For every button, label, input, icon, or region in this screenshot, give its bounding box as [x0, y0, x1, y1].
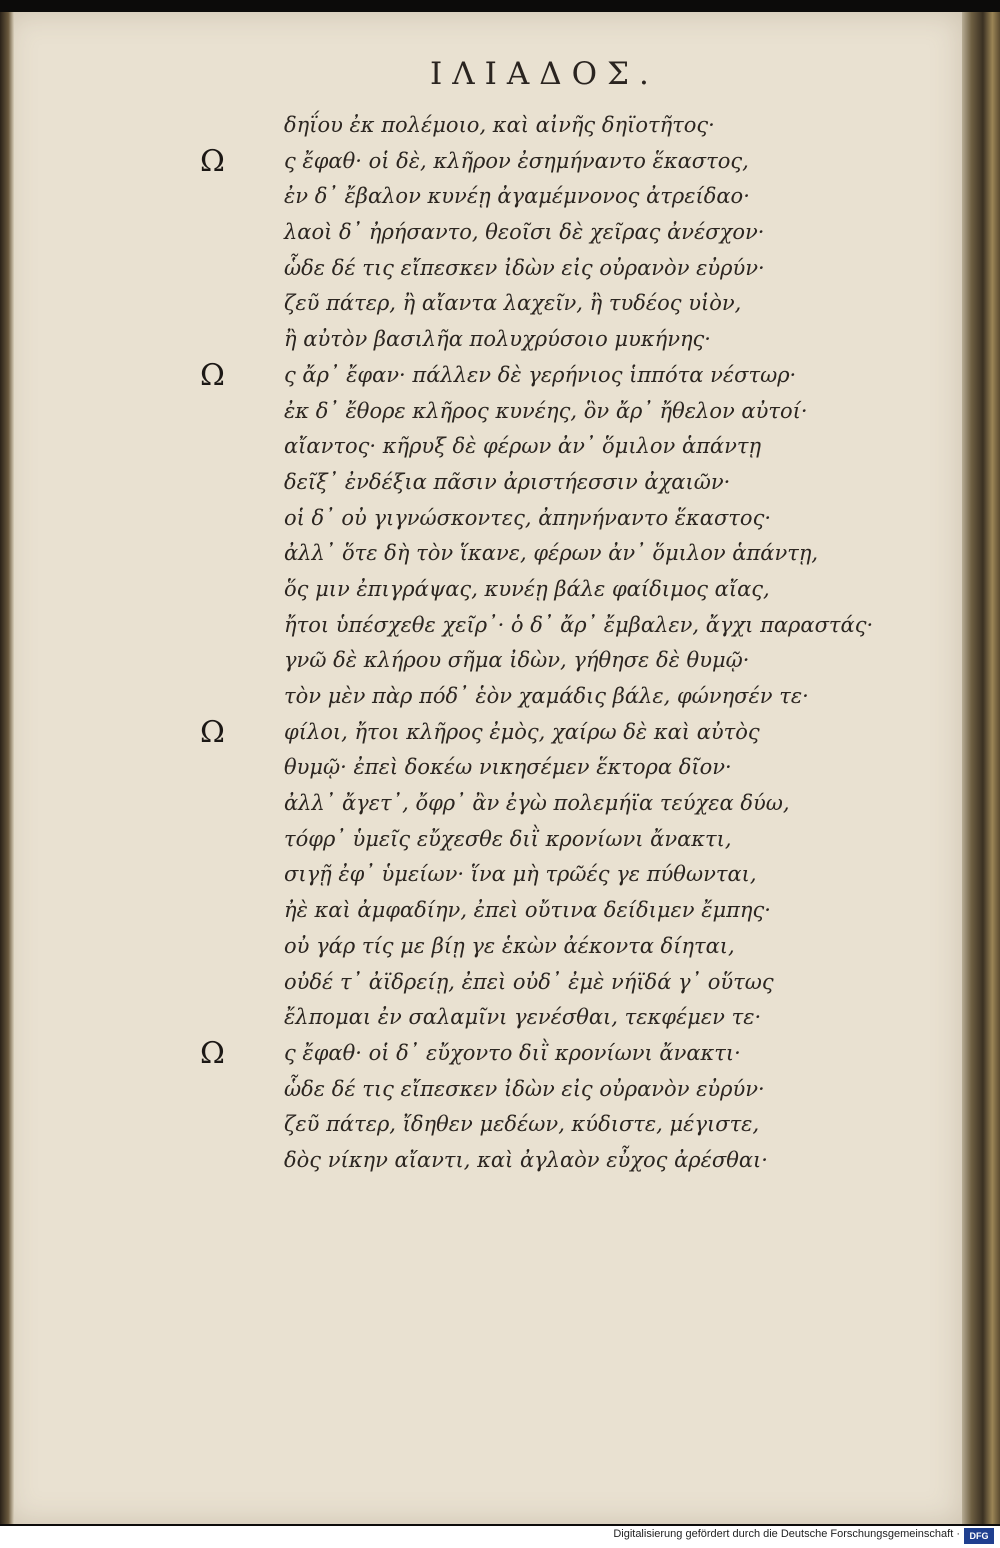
- verse-line: [240, 1143, 880, 1179]
- verse-line: [240, 857, 880, 893]
- verse-line-text: οἱ δ᾽ οὐ γιγνώσκοντες, ἀπηνήναντο ἕκαστος·: [284, 505, 772, 530]
- verse-line: [240, 108, 880, 144]
- verse-line: [240, 394, 880, 430]
- verse-line: [200, 144, 880, 180]
- verse-line: [240, 1000, 880, 1036]
- verse-line: [240, 179, 880, 215]
- verse-line: [240, 286, 880, 322]
- verse-line-text: σιγῇ ἐφ᾽ ὑμείων· ἵνα μὴ τρῶές γε πύθωνται,: [284, 862, 757, 887]
- verse-line: [240, 929, 880, 965]
- verse-line-text: αἴαντος· κῆρυξ δὲ φέρων ἀν᾽ ὅμιλον ἁπάντῃ: [284, 434, 762, 459]
- verse-line: [200, 358, 880, 394]
- verse-line-text: ἠὲ καὶ ἀμφαδίην, ἐπεὶ οὔτινα δείδιμεν ἔμπης·: [284, 898, 771, 923]
- verse-line: [240, 965, 880, 1001]
- verse-line-text: γνῶ δὲ κλήρου σῆμα ἰδὼν, γήθησε δὲ θυμῷ·: [284, 648, 750, 673]
- running-head: ΙΛΙΑΔΟΣ.: [430, 56, 659, 92]
- verse-line: [240, 643, 880, 679]
- verse-line: [240, 501, 880, 537]
- verse-line-text: ἔλπομαι ἐν σαλαμῖνι γενέσθαι, τεκφέμεν τε·: [284, 1005, 762, 1030]
- verse-line: [240, 1072, 880, 1108]
- binding-shadow: [0, 12, 14, 1524]
- verse-line-text: ὅς μιν ἐπιγράψας, κυνέῃ βάλε φαίδιμος αἴας,: [284, 576, 770, 601]
- initial-capital: Ω: [200, 714, 225, 750]
- verse-line: [240, 893, 880, 929]
- verse-line-text: δηΐου ἐκ πολέμοιο, καὶ αἰνῆς δηϊοτῆτος·: [284, 113, 715, 137]
- verse-line: [240, 822, 880, 858]
- verse-line: [240, 251, 880, 287]
- verse-line: [240, 536, 880, 572]
- verse-line: [240, 608, 880, 644]
- verse-line-text: φίλοι, ἤτοι κλῆρος ἐμὸς, χαίρω δὲ καὶ αὐτὸς: [284, 719, 760, 744]
- verse-line-text: λαοὶ δ᾽ ἠρήσαντο, θεοῖσι δὲ χεῖρας ἀνέσχον·: [284, 220, 765, 245]
- verse-line: [240, 215, 880, 251]
- verse-line: [240, 322, 880, 358]
- initial-capital: Ω: [200, 143, 225, 179]
- verse-line: [240, 1107, 880, 1143]
- verse-line: [200, 715, 880, 751]
- verse-line-text: τὸν μὲν πὰρ πόδ᾽ ἑὸν χαμάδις βάλε, φώνησέν τε·: [284, 684, 809, 708]
- verse-line-text: ἀλλ᾽ ὅτε δὴ τὸν ἵκανε, φέρων ἀν᾽ ὅμιλον ἁπάντῃ,: [284, 541, 819, 566]
- verse-line-text: ὧδε δέ τις εἴπεσκεν ἰδὼν εἰς οὐρανὸν εὐρύν·: [284, 255, 765, 280]
- verse-line-text: ὧδε δέ τις εἴπεσκεν ἰδὼν εἰς οὐρανὸν εὐρύν·: [284, 1076, 765, 1101]
- initial-capital: Ω: [200, 357, 225, 393]
- verse-line-text: οὐδέ τ᾽ ἀϊδρείῃ, ἐπεὶ οὐδ᾽ ἐμὲ νήϊδά γ᾽ οὕτως: [284, 969, 774, 994]
- verse-line: [240, 465, 880, 501]
- footer-credit: Digitalisierung gefördert durch die Deutsche Forschungsgemeinschaft ·: [613, 1528, 960, 1540]
- page-edge: [962, 12, 1000, 1524]
- verse-line: [240, 429, 880, 465]
- verse-line-text: δὸς νίκην αἴαντι, καὶ ἀγλαὸν εὖχος ἀρέσθαι·: [284, 1147, 768, 1172]
- verse-line-text: δεῖξ᾽ ἐνδέξια πᾶσιν ἀριστήεσσιν ἀχαιῶν·: [284, 469, 731, 494]
- dfg-logo: DFG: [964, 1528, 994, 1544]
- verse-line-text: ζεῦ πάτερ, ἴδηθεν μεδέων, κύδιστε, μέγιστε,: [284, 1112, 760, 1137]
- verse-line-text: ἢ αὐτὸν βασιλῆα πολυχρύσοιο μυκήνης·: [284, 327, 711, 352]
- verse-line-text: οὐ γάρ τίς με βίῃ γε ἑκὼν ἀέκοντα δίηται,: [284, 933, 735, 958]
- verse-line: [240, 786, 880, 822]
- verse-line-text: ἀλλ᾽ ἄγετ᾽, ὄφρ᾽ ἂν ἐγὼ πολεμήϊα τεύχεα δύω,: [284, 791, 790, 816]
- verse-line-text: ς ἔφαθ· οἱ δὲ, κλῆρον ἐσημήναντο ἕκαστος,: [284, 148, 749, 173]
- verse-line: [240, 572, 880, 608]
- verse-line-text: θυμῷ· ἐπεὶ δοκέω νικησέμεν ἕκτορα δῖον·: [284, 755, 732, 780]
- verse-line: [240, 750, 880, 786]
- verse-line-text: ζεῦ πάτερ, ἢ αἴαντα λαχεῖν, ἢ τυδέος υἱὸν,: [284, 291, 742, 316]
- verse-line-text: ἐν δ᾽ ἔβαλον κυνέῃ ἀγαμέμνονος ἀτρείδαο·: [284, 184, 750, 209]
- verse-line: [200, 1036, 880, 1072]
- verse-line-text: ς ἄρ᾽ ἔφαν· πάλλεν δὲ γερήνιος ἱππότα νέστωρ·: [284, 362, 797, 387]
- verse-line: [240, 679, 880, 715]
- verse-text: [200, 108, 880, 1179]
- initial-capital: Ω: [200, 1035, 225, 1071]
- verse-line-text: ἐκ δ᾽ ἔθορε κλῆρος κυνέης, ὃν ἄρ᾽ ἤθελον αὐτοί·: [284, 398, 808, 423]
- verse-line-text: ς ἔφαθ· οἱ δ᾽ εὔχοντο διῒ κρονίωνι ἄνακτι·: [284, 1040, 741, 1065]
- verse-line-text: ἤτοι ὑπέσχεθε χεῖρ᾽· ὁ δ᾽ ἄρ᾽ ἔμβαλεν, ἄγχι παραστάς·: [284, 612, 874, 637]
- verse-line-text: τόφρ᾽ ὑμεῖς εὔχεσθε διῒ κρονίωνι ἄνακτι,: [284, 826, 732, 851]
